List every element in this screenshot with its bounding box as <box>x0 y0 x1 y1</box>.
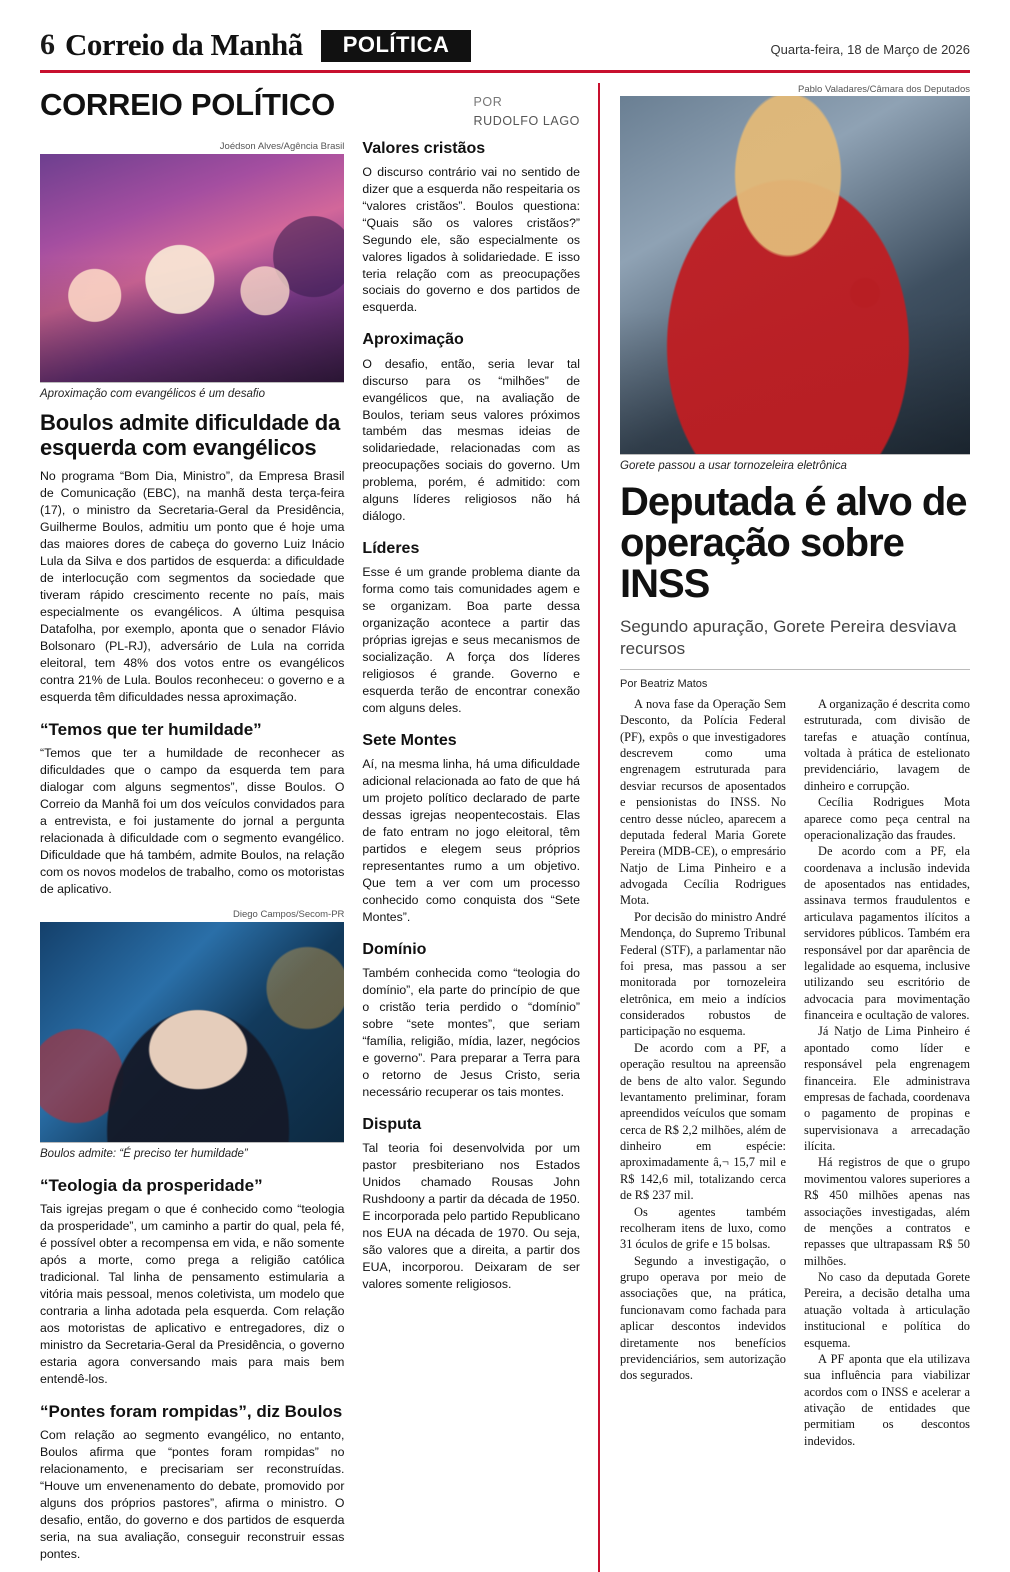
left-article-block <box>40 83 600 1572</box>
left-subhead-3: “Pontes foram rompidas”, diz Boulos <box>40 1401 343 1421</box>
issue-date: Quarta-feira, 18 de Março de 2026 <box>770 42 970 57</box>
byline-label: POR <box>473 95 503 109</box>
page-folio: 6 <box>40 28 55 61</box>
left-column-b <box>362 139 580 1572</box>
left-paragraph-3: Com relação ao segmento evangélico, no entanto, Boulos afirma que “pontes foram rompidas” no relacionamento, e precisariam ser reconstruídas. “Houve um envenenamento do debate, promovido por alguns dos próprios pastores”, afirma o ministro. O desafio, então, do governo e dos partidos de esquerda seria, na sua avaliação, conseguir reconstruir essas pontes. <box>40 1428 345 1561</box>
right-photo-caption: Gorete passou a usar tornozeleira eletrônica <box>620 454 970 474</box>
right-article-block <box>600 83 970 1572</box>
column-header <box>40 83 580 131</box>
right-c1-p3: Os agentes também recolheram itens de luxo, como 31 óculos de grife e 15 bolsas. <box>620 1204 786 1252</box>
right-photo-credit: Pablo Valadares/Câmara dos Deputados <box>798 84 970 95</box>
side-text-2: Esse é um grande problema diante da forma como tais comunidades agem e se organizam. Boa parte dessa organização acontece a partir das próprias igrejas e seus mecanismos de socialização. A força dos líderes religiosos é grande. Governo e esquerda terão de encontrar conexão com alguns deles. <box>362 565 580 716</box>
paper-name: Correio da Manhã <box>65 27 303 62</box>
left-paragraph-1: “Temos que ter a humildade de reconhecer as dificuldades que o campo da esquerda tem para dialogar com alguns segmentos”, disse Boulos. O Correio da Manhã foi um dos veículos convidados para a entrevista, e foi justamente do jornal a pergunta relacionada à dificuldade com o segmento evangélico. Dificuldade que há também, admite Boulos, na relação com os novos modelos de trabalho, como os motoristas de aplicativo. <box>40 746 345 896</box>
photo-boulos <box>40 922 344 1142</box>
masthead <box>40 0 970 62</box>
right-c2-p0: A organização é descrita como estruturada, com divisão de tarefas e atuação contínua, voltada à prática de estelionato previdenciário, lavagem de dinheiro e corrupção. <box>804 696 970 793</box>
column-title: CORREIO POLÍTICO <box>40 87 335 122</box>
photo2-caption: Boulos admite: “É preciso ter humildade” <box>40 1142 344 1162</box>
section-tag: POLÍTICA <box>321 30 472 62</box>
right-c2-p5: No caso da deputada Gorete Pereira, a decisão detalha uma atuação voltada à articulação institucional e política do esquema. <box>804 1270 970 1350</box>
photo1-credit: Joédson Alves/Agência Brasil <box>219 140 345 152</box>
byline-author: RUDOLFO LAGO <box>473 113 580 128</box>
right-author: Por Beatriz Matos <box>620 677 708 690</box>
right-c2-p6: A PF aponta que ela utilizava sua influência para viabilizar acordos com o INSS e acelerar a ativação de entidades que permitiam os descontos indevidos. <box>804 1351 970 1448</box>
side-title-2: Líderes <box>362 540 420 558</box>
right-body-columns <box>620 696 970 1449</box>
left-lead-paragraph: No programa “Bom Dia, Ministro”, da Empresa Brasil de Comunicação (EBC), na manhã desta terça-feira (17), o ministro da Secretaria-Geral da Presidência, Guilherme Boulos, admitiu um ponto que é hoje uma das maiores dores de cabeça do governo Luiz Inácio Lula da Silva e dos partidos de esquerda: a dificuldade de interlocução com segmentos da sociedade que tiveram rápido crescimento recente no país, mais especialmente os evangélicos. A última pesquisa Datafolha, por exemplo, aponta que o senador Flávio Bolsonaro (PL-RJ), adversário de Lula na corrida eleitoral, tem 48% dos votos entre os evangélicos contra 21% de Lula. Boulos reconheceu: o governo e a esquerda têm dificuldades nessa aproximação. <box>40 469 345 704</box>
right-c1-p4: Segundo a investigação, o grupo operava por meio de associações que, na prática, funcionavam como fachada para aplicar descontos indevidos diretamente nos benefícios previdenciários, sem autorização dos segurados. <box>620 1253 786 1383</box>
right-column-2 <box>804 696 970 1449</box>
photo2-credit: Diego Campos/Secom-PR <box>233 908 345 920</box>
right-c2-p1: Cecília Rodrigues Mota aparece como peça central na operacionalização das fraudes. <box>804 795 970 842</box>
photo1-caption: Aproximação com evangélicos é um desafio <box>40 382 344 402</box>
side-text-3: Aí, na mesma linha, há uma dificuldade adicional relacionada ao fato de que há um projeto político declarado de parte dessas igrejas neopentecostais. Elas de fato entram no jogo eleitoral, têm partidos e elegem seus próprios representantes rumo a um objetivo. Que tem a ver com um processo conhecido como conquista dos “Sete Montes”. <box>362 757 580 925</box>
right-deck: Segundo apuração, Gorete Pereira desviava recursos <box>620 617 957 658</box>
left-headline: Boulos admite dificuldade da esquerda com evangélicos <box>40 409 340 460</box>
left-subhead-1: “Temos que ter humildade” <box>40 719 262 739</box>
right-c1-p0: A nova fase da Operação Sem Desconto, da Polícia Federal (PF), expôs o que investigadores descrevem como uma engrenagem estruturada para desviar recursos de aposentados e pensionistas do INSS. No centro desse núcleo, aparecem a deputada federal Maria Gorete Pereira (MDB-CE), o empresário Natjo de Lima Pinheiro e a advogada Cecília Rodrigues Mota. <box>620 696 786 908</box>
side-title-3: Sete Montes <box>362 732 457 750</box>
side-text-5: Tal teoria foi desenvolvida por um pastor presbiteriano nos Estados Unidos chamado Rousas John Rushdoony a partir da década de 1950. E incorporada pelo partido Republicano nos EUA na década de 1970. Ou seja, são valores que a direita, a partir dos EUA, incorporou. Deixaram de ser valores somente religiosos. <box>362 1141 580 1291</box>
right-c2-p3: Já Natjo de Lima Pinheiro é apontado como líder e responsável pela engrenagem financeira. Ele administrava empresas de fachada, coordenava o pagamento de propinas e supervisionava a arrecadação ilícita. <box>804 1024 970 1154</box>
masthead-rule <box>40 70 970 73</box>
column-byline <box>473 83 580 131</box>
right-c2-p2: De acordo com a PF, ela coordenava a inclusão indevida de aposentados nas entidades, assinava termos fraudulentos e articulava pagamentos ilícitos a servidores públicos. Também era responsável por dar aparência de legalidade ao esquema, inclusive utilizando seu escritório de advocacia para movimentação financeira e ocultação de valores. <box>804 844 970 1023</box>
side-text-0: O discurso contrário vai no sentido de dizer que a esquerda não respeitaria os “valores cristãos”. Boulos questiona: “Quais são os valores cristãos?” Segundo ele, são especialmente os valores ligados à solidariedade. E isso teria relação com as preocupações sociais do governo e dos partidos de esquerda. <box>362 164 580 315</box>
right-c1-p2: De acordo com a PF, a operação resultou na apreensão de bens de alto valor. Segundo levantamento preliminar, foram apreendidos veículos que somam cerca de R$ 2,2 milhões, além de dinheiro em espécie: aproximadamente â,¬ 15,7 mil e R$ 142,6 mil, totalizando cerca de R$ 237 mil. <box>620 1040 786 1203</box>
left-paragraph-2: Tais igrejas pregam o que é conhecido como “teologia da prosperidade”, um caminho a partir do qual, pela fé, é possível obter a recompensa em vida, e não somente após a morte, como prega a religião católica tradicional. Tal linha de pensamento estimularia a vitória mais pessoal, menos coletivista, um modelo que contraria a linha adotada pela esquerda. Com relação aos motoristas de aplicativo e entregadores, diz o ministro da Secretaria-Geral da Presidência, o governo estaria agora conversando mais para mais bem entendê-los. <box>40 1202 345 1386</box>
right-c1-p1: Por decisão do ministro André Mendonça, do Supremo Tribunal Federal (STF), a parlamentar não foi presa, mas passou a ser monitorada por tornozeleira eletrônica, em meio a indícios considerados robustos de participação no esquema. <box>620 909 786 1039</box>
right-rule <box>620 669 970 670</box>
side-title-4: Domínio <box>362 941 427 959</box>
photo-deputada <box>620 96 970 454</box>
right-column-1 <box>620 696 786 1449</box>
right-c2-p4: Há registros de que o grupo movimentou valores superiores a R$ 450 milhões apenas nas associações investigadas, além de menções a contratos e repasses que ultrapassam R$ 50 milhões. <box>804 1155 970 1268</box>
right-headline: Deputada é alvo de operação sobre INSS <box>620 480 967 606</box>
left-columns <box>40 139 580 1572</box>
left-column-a <box>40 139 344 1572</box>
side-title-1: Aproximação <box>362 331 464 349</box>
left-subhead-2: “Teologia da prosperidade” <box>40 1175 263 1195</box>
side-text-4: Também conhecida como “teologia do domínio”, ela parte do princípio de que o cristão teria perdido o “domínio” sobre “sete montes”, que seriam “família, religião, mídia, lazer, negócios e governo”. Para preparar a Terra para o retorno de Jesus Cristo, seria necessário recuperar os tais montes. <box>362 966 580 1100</box>
side-title-5: Disputa <box>362 1116 422 1133</box>
page-content <box>40 83 970 1572</box>
side-title-0: Valores cristãos <box>362 139 486 157</box>
photo-evangelicos <box>40 154 344 382</box>
side-text-1: O desafio, então, seria levar tal discurso para os “milhões” de evangélicos que, na avaliação de Boulos, teriam seus valores próximos também das mesmas ideias de solidariedade, relacionadas com as preocupações sociais do governo. Um problema, porém, é admitido: com alguns líderes religiosos não há diálogo. <box>362 356 580 524</box>
